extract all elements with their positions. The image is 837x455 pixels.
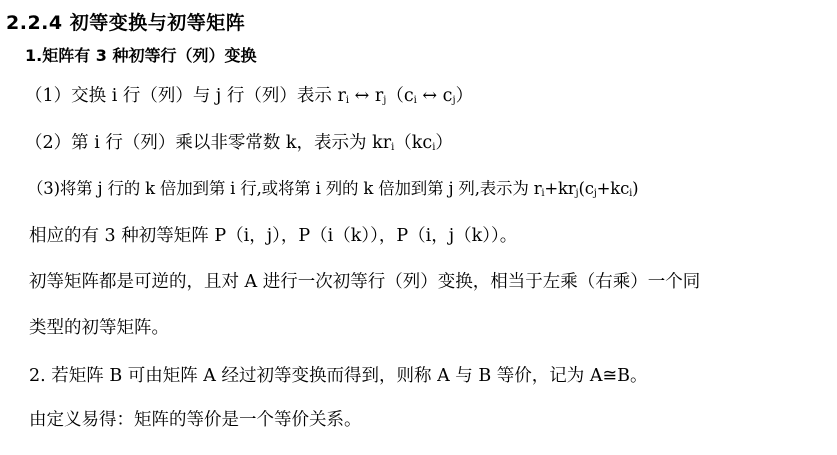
math-symbol: c [403,86,414,106]
math-punct: ) [632,179,639,198]
math-punct: ） [435,133,453,153]
item-text: （1）交换 i 行（列）与 j 行（列）表示 [25,86,338,106]
math-operator: + [596,179,611,198]
math-subscript: i [432,142,436,153]
math-subscript: j [383,95,387,106]
item-text: （2）第 i 行（列）乘以非零常数 k，表示为 [25,133,373,153]
math-operator: + [544,179,559,198]
math-symbol: c [584,179,594,198]
math-punct: （ [394,133,412,153]
math-symbol: c [442,86,453,106]
subsection-heading: 1.矩阵有 3 种初等行（列）变换 [25,46,257,65]
item-text: （3)将第 j 行的 k 倍加到第 i 行,或将第 i 列的 k 倍加到第 j 列,表示为 [27,179,534,198]
math-subscript: j [593,188,597,199]
item-swap-rows [25,84,473,108]
section-heading: 2.2.4 初等变换与初等矩阵 [6,12,246,34]
math-symbol: r [533,179,542,198]
math-subscript: i [413,95,417,106]
math-subscript: i [391,142,395,153]
paragraph-invertible-line1: 初等矩阵都是可逆的，且对 A 进行一次初等行（列）变换，相当于左乘（右乘）一个同 [29,272,701,292]
math-subscript: j [452,95,456,106]
math-symbol: kr [558,179,576,198]
math-symbol: kr [372,133,392,153]
paragraph-equivalence-definition: 2. 若矩阵 B 可由矩阵 A 经过初等变换而得到，则称 A 与 B 等价，记为 A≅B。 [29,366,648,386]
math-punct: ） [455,86,474,106]
math-operator: ↔ [349,86,375,106]
math-symbol: kc [610,179,630,198]
math-symbol: kc [411,133,433,153]
math-symbol: r [374,86,384,106]
math-subscript: i [345,95,350,106]
math-symbol: r [337,86,346,106]
math-punct: ( [578,179,585,198]
paragraph-equivalence-relation: 由定义易得：矩阵的等价是一个等价关系。 [29,410,362,430]
paragraph-elementary-matrices: 相应的有 3 种初等矩阵 P（i，j），P（i（k）），P（i，j（k））。 [29,226,518,246]
math-punct: （ [386,86,404,106]
math-operator: ↔ [416,86,443,106]
math-subscript: i [629,188,633,199]
item-scale-row [25,131,453,155]
item-add-multiple [27,177,638,201]
paragraph-invertible-line2: 类型的初等矩阵。 [29,318,169,338]
math-subscript: i [541,188,545,199]
math-subscript: j [575,188,579,199]
